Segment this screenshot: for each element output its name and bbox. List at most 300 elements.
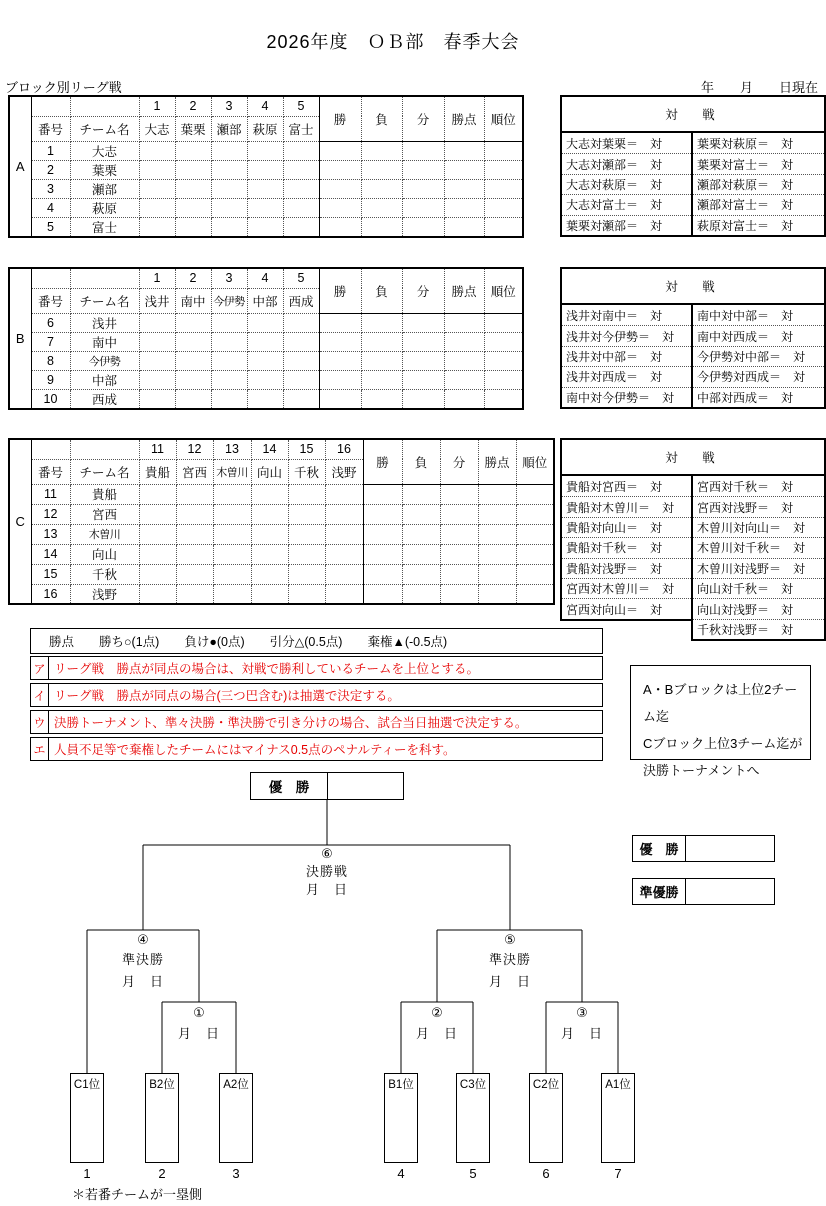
team-name: 葉栗 bbox=[70, 160, 139, 179]
stat-cell bbox=[478, 484, 516, 504]
stat-header: 順位 bbox=[516, 439, 554, 484]
team-number: 1 bbox=[31, 141, 70, 160]
team-number: 8 bbox=[31, 351, 70, 370]
bracket-slot-C2位: C2位 bbox=[529, 1073, 563, 1163]
result-cell bbox=[139, 524, 176, 544]
team-row bbox=[9, 351, 523, 370]
opponent-number-header: 2 bbox=[175, 268, 211, 288]
result-cell bbox=[211, 179, 247, 198]
team-row bbox=[9, 160, 523, 179]
result-cell bbox=[139, 370, 175, 389]
stat-cell bbox=[516, 504, 554, 524]
stat-cell bbox=[484, 389, 523, 409]
stat-cell bbox=[444, 217, 484, 237]
champion-entry-label: 優 勝 bbox=[251, 773, 328, 799]
result-cell bbox=[139, 198, 175, 217]
bracket-slot-C3位: C3位 bbox=[456, 1073, 490, 1163]
result-cell bbox=[288, 544, 325, 564]
team-name: 大志 bbox=[70, 141, 139, 160]
team-row bbox=[9, 389, 523, 409]
stat-cell bbox=[402, 584, 440, 604]
pairing-entry: 木曽川対向山＝ 対 bbox=[693, 517, 824, 537]
number-column-header: 番号 bbox=[31, 116, 70, 141]
stat-cell bbox=[484, 179, 523, 198]
result-cell bbox=[283, 217, 319, 237]
stat-header: 負 bbox=[361, 268, 402, 313]
result-cell bbox=[139, 141, 175, 160]
result-cell bbox=[175, 179, 211, 198]
opponent-name-header: 宮西 bbox=[176, 459, 213, 484]
league-table-B bbox=[8, 267, 524, 410]
stat-cell bbox=[444, 160, 484, 179]
team-name: 今伊勢 bbox=[70, 351, 139, 370]
stat-cell bbox=[440, 584, 478, 604]
pairing-entry: 宮西対向山＝ 対 bbox=[562, 598, 691, 618]
result-cell bbox=[213, 524, 251, 544]
stat-header: 勝 bbox=[319, 268, 361, 313]
team-name: 瀬部 bbox=[70, 179, 139, 198]
stat-cell bbox=[319, 198, 361, 217]
result-cell bbox=[251, 544, 288, 564]
result-cell bbox=[211, 370, 247, 389]
result-cell bbox=[251, 504, 288, 524]
team-number: 14 bbox=[31, 544, 70, 564]
league-table-A bbox=[8, 95, 524, 238]
stat-cell bbox=[440, 544, 478, 564]
stat-cell bbox=[363, 564, 402, 584]
team-number: 12 bbox=[31, 504, 70, 524]
result-cell bbox=[176, 544, 213, 564]
stat-cell bbox=[363, 484, 402, 504]
corner-cell bbox=[70, 439, 139, 459]
team-name: 富士 bbox=[70, 217, 139, 237]
corner-cell bbox=[31, 96, 70, 116]
opponent-name-header: 大志 bbox=[139, 116, 175, 141]
rule-note-エ bbox=[30, 737, 603, 761]
pairing-entry: 大志対葉栗＝ 対 bbox=[566, 136, 663, 151]
opponent-name-header: 西成 bbox=[283, 288, 319, 313]
stat-cell bbox=[478, 524, 516, 544]
team-row bbox=[9, 198, 523, 217]
result-cell bbox=[288, 484, 325, 504]
result-cell bbox=[247, 160, 283, 179]
result-cell bbox=[139, 217, 175, 237]
bracket-slot-B2位: B2位 bbox=[145, 1073, 179, 1163]
champion-entry-blank bbox=[328, 773, 403, 799]
round1-match3-number: ③ bbox=[576, 1005, 588, 1020]
rule-note-text: 決勝トーナメント、準々決勝・準決勝で引き分けの場合、試合当日抽選で決定する。 bbox=[54, 716, 528, 730]
round1-match3-date: 月 日 bbox=[560, 1026, 604, 1041]
result-cell bbox=[175, 351, 211, 370]
champion-result-blank bbox=[686, 836, 774, 861]
stat-cell bbox=[402, 524, 440, 544]
result-cell bbox=[247, 198, 283, 217]
advance-line: 決勝トーナメントへ bbox=[643, 763, 760, 778]
pairing-entry: 浅井対南中＝ 対 bbox=[566, 308, 663, 323]
team-name: 西成 bbox=[70, 389, 139, 409]
stat-header: 分 bbox=[402, 268, 444, 313]
slot-number: 5 bbox=[469, 1166, 477, 1181]
round1-match2-number: ② bbox=[431, 1005, 443, 1020]
result-cell bbox=[139, 584, 176, 604]
result-cell bbox=[283, 141, 319, 160]
stat-cell bbox=[444, 141, 484, 160]
stat-cell bbox=[402, 198, 444, 217]
pairing-column bbox=[560, 303, 693, 409]
team-number: 3 bbox=[31, 179, 70, 198]
bracket-slot-C1位: C1位 bbox=[70, 1073, 104, 1163]
pairing-entry: 大志対萩原＝ 対 bbox=[562, 174, 691, 194]
pairing-entry: 萩原対富士＝ 対 bbox=[693, 215, 824, 235]
stat-cell bbox=[402, 141, 444, 160]
stat-cell bbox=[363, 524, 402, 544]
stat-cell bbox=[484, 313, 523, 332]
opponent-number-header: 15 bbox=[288, 439, 325, 459]
pairing-entry: 葉栗対富士＝ 対 bbox=[693, 153, 824, 173]
stat-cell bbox=[444, 179, 484, 198]
opponent-number-header: 11 bbox=[139, 439, 176, 459]
team-name: 貴船 bbox=[70, 484, 139, 504]
bracket-slot-A2位: A2位 bbox=[219, 1073, 253, 1163]
stat-cell bbox=[319, 141, 361, 160]
block-label-B: B bbox=[9, 268, 31, 409]
result-cell bbox=[211, 217, 247, 237]
opponent-number-header: 3 bbox=[211, 268, 247, 288]
stat-cell bbox=[319, 370, 361, 389]
pairing-entry: 浅井対西成＝ 対 bbox=[562, 366, 691, 386]
team-name: 千秋 bbox=[70, 564, 139, 584]
result-cell bbox=[251, 584, 288, 604]
opponent-number-header: 2 bbox=[175, 96, 211, 116]
team-name: 南中 bbox=[70, 332, 139, 351]
stat-cell bbox=[319, 389, 361, 409]
pairing-entry: 木曽川対千秋＝ 対 bbox=[693, 537, 824, 557]
stat-header: 勝点 bbox=[478, 439, 516, 484]
result-cell bbox=[247, 332, 283, 351]
result-cell bbox=[211, 332, 247, 351]
result-cell bbox=[288, 564, 325, 584]
league-block-B bbox=[8, 267, 522, 407]
team-number: 4 bbox=[31, 198, 70, 217]
league-block-C bbox=[8, 438, 553, 603]
stat-cell bbox=[484, 160, 523, 179]
pairing-entry: 宮西対浅野＝ 対 bbox=[693, 496, 824, 516]
stat-cell bbox=[402, 370, 444, 389]
champion-result-label: 優 勝 bbox=[633, 836, 686, 861]
opponent-name-header: 富士 bbox=[283, 116, 319, 141]
stat-cell bbox=[361, 179, 402, 198]
semifinal-2-label: 準決勝 bbox=[488, 952, 532, 967]
stat-cell bbox=[402, 484, 440, 504]
corner-cell bbox=[70, 268, 139, 288]
team-number: 15 bbox=[31, 564, 70, 584]
result-cell bbox=[175, 160, 211, 179]
result-cell bbox=[139, 484, 176, 504]
pairing-entry: 南中対中部＝ 対 bbox=[697, 308, 794, 323]
result-cell bbox=[283, 198, 319, 217]
stat-cell bbox=[484, 351, 523, 370]
champion-result-box bbox=[632, 835, 775, 862]
stat-cell bbox=[516, 544, 554, 564]
pairing-column bbox=[560, 474, 693, 621]
stat-cell bbox=[478, 564, 516, 584]
stat-cell bbox=[319, 160, 361, 179]
result-cell bbox=[139, 564, 176, 584]
team-number: 11 bbox=[31, 484, 70, 504]
rule-note-イ bbox=[30, 683, 603, 707]
team-number: 2 bbox=[31, 160, 70, 179]
result-cell bbox=[283, 179, 319, 198]
team-name: 木曽川 bbox=[70, 524, 139, 544]
stat-header: 勝 bbox=[319, 96, 361, 141]
result-cell bbox=[247, 389, 283, 409]
team-number: 13 bbox=[31, 524, 70, 544]
rule-note-ア bbox=[30, 656, 603, 680]
advance-line: Cブロック上位3チーム迄が bbox=[643, 736, 803, 751]
result-cell bbox=[283, 313, 319, 332]
team-row bbox=[9, 370, 523, 389]
scoring-legend: 勝点 勝ち○(1点) 負け●(0点) 引分△(0.5点) 棄権▲(-0.5点) bbox=[30, 628, 603, 654]
team-number: 10 bbox=[31, 389, 70, 409]
team-name: 萩原 bbox=[70, 198, 139, 217]
result-cell bbox=[176, 524, 213, 544]
result-cell bbox=[211, 389, 247, 409]
team-row bbox=[9, 564, 554, 584]
result-cell bbox=[247, 141, 283, 160]
semifinal-1-date: 月 日 bbox=[121, 974, 165, 989]
team-column-header: チーム名 bbox=[70, 459, 139, 484]
opponent-number-header: 3 bbox=[211, 96, 247, 116]
stat-cell bbox=[444, 389, 484, 409]
team-name: 浅井 bbox=[70, 313, 139, 332]
opponent-number-header: 1 bbox=[139, 96, 175, 116]
stat-cell bbox=[440, 484, 478, 504]
result-cell bbox=[283, 389, 319, 409]
league-block-A bbox=[8, 95, 522, 235]
semifinal-2-date: 月 日 bbox=[488, 974, 532, 989]
team-row bbox=[9, 313, 523, 332]
stat-cell bbox=[361, 389, 402, 409]
team-row bbox=[9, 544, 554, 564]
result-cell bbox=[175, 313, 211, 332]
pairing-entry: 宮西対木曽川＝ 対 bbox=[562, 578, 691, 598]
result-cell bbox=[283, 160, 319, 179]
result-cell bbox=[325, 504, 363, 524]
opponent-number-header: 1 bbox=[139, 268, 175, 288]
stat-cell bbox=[402, 351, 444, 370]
result-cell bbox=[288, 524, 325, 544]
stat-cell bbox=[440, 564, 478, 584]
rule-note-ウ bbox=[30, 710, 603, 734]
stat-header: 勝点 bbox=[444, 96, 484, 141]
pairing-column bbox=[560, 131, 693, 237]
result-cell bbox=[175, 198, 211, 217]
team-number: 7 bbox=[31, 332, 70, 351]
block-label-C: C bbox=[9, 439, 31, 604]
team-name: 中部 bbox=[70, 370, 139, 389]
opponent-name-header: 千秋 bbox=[288, 459, 325, 484]
stat-cell bbox=[484, 217, 523, 237]
pairing-column bbox=[691, 303, 826, 409]
team-number: 6 bbox=[31, 313, 70, 332]
champion-entry-box bbox=[250, 772, 404, 800]
pairing-entry: 浅井対今伊勢＝ 対 bbox=[562, 325, 691, 345]
pairing-entry: 中部対西成＝ 対 bbox=[693, 387, 824, 407]
pairing-entry: 木曽川対浅野＝ 対 bbox=[693, 558, 824, 578]
result-cell bbox=[251, 564, 288, 584]
result-cell bbox=[175, 217, 211, 237]
stat-cell bbox=[361, 351, 402, 370]
stat-cell bbox=[402, 389, 444, 409]
rule-note-key: ア bbox=[31, 657, 49, 679]
opponent-name-header: 瀬部 bbox=[211, 116, 247, 141]
opponent-number-header: 4 bbox=[247, 96, 283, 116]
result-cell bbox=[176, 584, 213, 604]
stat-cell bbox=[516, 484, 554, 504]
pairing-entry: 瀬部対萩原＝ 対 bbox=[693, 174, 824, 194]
stat-cell bbox=[363, 584, 402, 604]
result-cell bbox=[247, 179, 283, 198]
team-row bbox=[9, 217, 523, 237]
rule-note-key: エ bbox=[31, 738, 49, 760]
rule-note-key: ウ bbox=[31, 711, 49, 733]
result-cell bbox=[139, 160, 175, 179]
pairing-entry: 葉栗対瀬部＝ 対 bbox=[562, 215, 691, 235]
rule-note-text: 人員不足等で棄権したチームにはマイナス0.5点のペナルティーを科す。 bbox=[54, 743, 456, 757]
result-cell bbox=[247, 370, 283, 389]
result-cell bbox=[251, 524, 288, 544]
stat-header: 分 bbox=[440, 439, 478, 484]
stat-header: 順位 bbox=[484, 96, 523, 141]
pairing-entry: 貴船対浅野＝ 対 bbox=[562, 558, 691, 578]
semifinal-1-label: 準決勝 bbox=[121, 952, 165, 967]
result-cell bbox=[247, 217, 283, 237]
result-cell bbox=[325, 564, 363, 584]
result-cell bbox=[175, 370, 211, 389]
section-label: ブロック別リーグ戦 bbox=[5, 80, 122, 95]
stat-cell bbox=[478, 544, 516, 564]
stat-cell bbox=[444, 351, 484, 370]
result-cell bbox=[139, 544, 176, 564]
slot-number: 3 bbox=[232, 1166, 240, 1181]
slot-number: 1 bbox=[83, 1166, 91, 1181]
opponent-number-header: 12 bbox=[176, 439, 213, 459]
result-cell bbox=[139, 313, 175, 332]
team-name: 浅野 bbox=[70, 584, 139, 604]
stat-cell bbox=[444, 370, 484, 389]
stat-cell bbox=[440, 504, 478, 524]
stat-cell bbox=[319, 217, 361, 237]
corner-cell bbox=[70, 96, 139, 116]
result-cell bbox=[175, 332, 211, 351]
stat-cell bbox=[478, 584, 516, 604]
stat-cell bbox=[444, 198, 484, 217]
pairing-entry: 南中対西成＝ 対 bbox=[693, 325, 824, 345]
opponent-name-header: 萩原 bbox=[247, 116, 283, 141]
opponent-number-header: 14 bbox=[251, 439, 288, 459]
stat-cell bbox=[319, 351, 361, 370]
page-title: 2026年度 ＯＢ部 春季大会 bbox=[266, 32, 520, 52]
opponent-name-header: 貴船 bbox=[139, 459, 176, 484]
stat-cell bbox=[402, 332, 444, 351]
stat-cell bbox=[319, 313, 361, 332]
pairing-entry: 貴船対千秋＝ 対 bbox=[562, 537, 691, 557]
team-number: 9 bbox=[31, 370, 70, 389]
stat-cell bbox=[484, 198, 523, 217]
pairing-entry: 大志対瀬部＝ 対 bbox=[562, 153, 691, 173]
final-match-number: ⑥ bbox=[321, 846, 333, 861]
final-match-date: 月 日 bbox=[305, 882, 349, 897]
round1-match2-date: 月 日 bbox=[415, 1026, 459, 1041]
pairing-entry: 向山対浅野＝ 対 bbox=[693, 598, 824, 618]
stat-cell bbox=[319, 332, 361, 351]
result-cell bbox=[213, 564, 251, 584]
opponent-number-header: 5 bbox=[283, 268, 319, 288]
stat-header: 勝点 bbox=[444, 268, 484, 313]
result-cell bbox=[213, 484, 251, 504]
stat-cell bbox=[444, 313, 484, 332]
result-cell bbox=[213, 504, 251, 524]
pairing-entry: 瀬部対富士＝ 対 bbox=[693, 194, 824, 214]
stat-cell bbox=[402, 564, 440, 584]
stat-cell bbox=[361, 313, 402, 332]
opponent-name-header: 浅野 bbox=[325, 459, 363, 484]
result-cell bbox=[288, 504, 325, 524]
bracket-slot-B1位: B1位 bbox=[384, 1073, 418, 1163]
bracket-slot-A1位: A1位 bbox=[601, 1073, 635, 1163]
pairing-entry: 千秋対浅野＝ 対 bbox=[693, 619, 824, 639]
stat-cell bbox=[484, 141, 523, 160]
team-row bbox=[9, 141, 523, 160]
stat-cell bbox=[361, 141, 402, 160]
pairing-entry: 葉栗対萩原＝ 対 bbox=[697, 136, 794, 151]
result-cell bbox=[251, 484, 288, 504]
result-cell bbox=[325, 544, 363, 564]
pairing-entry: 貴船対宮西＝ 対 bbox=[566, 479, 663, 494]
corner-cell bbox=[31, 268, 70, 288]
result-cell bbox=[211, 198, 247, 217]
stat-cell bbox=[361, 160, 402, 179]
result-cell bbox=[175, 389, 211, 409]
result-cell bbox=[283, 351, 319, 370]
result-cell bbox=[139, 332, 175, 351]
team-row bbox=[9, 179, 523, 198]
pairing-entry: 向山対千秋＝ 対 bbox=[693, 578, 824, 598]
result-cell bbox=[139, 179, 175, 198]
stat-header: 分 bbox=[402, 96, 444, 141]
pairing-header: 対 戦 bbox=[560, 438, 826, 476]
team-number: 16 bbox=[31, 584, 70, 604]
slot-number: 4 bbox=[397, 1166, 405, 1181]
team-column-header: チーム名 bbox=[70, 116, 139, 141]
result-cell bbox=[247, 313, 283, 332]
stat-cell bbox=[361, 370, 402, 389]
advance-line: A・Bブロックは上位2チーム迄 bbox=[643, 682, 798, 724]
opponent-number-header: 16 bbox=[325, 439, 363, 459]
team-row bbox=[9, 584, 554, 604]
result-cell bbox=[211, 141, 247, 160]
stat-cell bbox=[361, 217, 402, 237]
stat-cell bbox=[402, 313, 444, 332]
stat-cell bbox=[363, 544, 402, 564]
round1-match1-date: 月 日 bbox=[177, 1026, 221, 1041]
stat-header: 勝 bbox=[363, 439, 402, 484]
stat-cell bbox=[402, 160, 444, 179]
result-cell bbox=[176, 564, 213, 584]
stat-header: 負 bbox=[402, 439, 440, 484]
stat-header: 負 bbox=[361, 96, 402, 141]
pairing-entry: 今伊勢対西成＝ 対 bbox=[693, 366, 824, 386]
